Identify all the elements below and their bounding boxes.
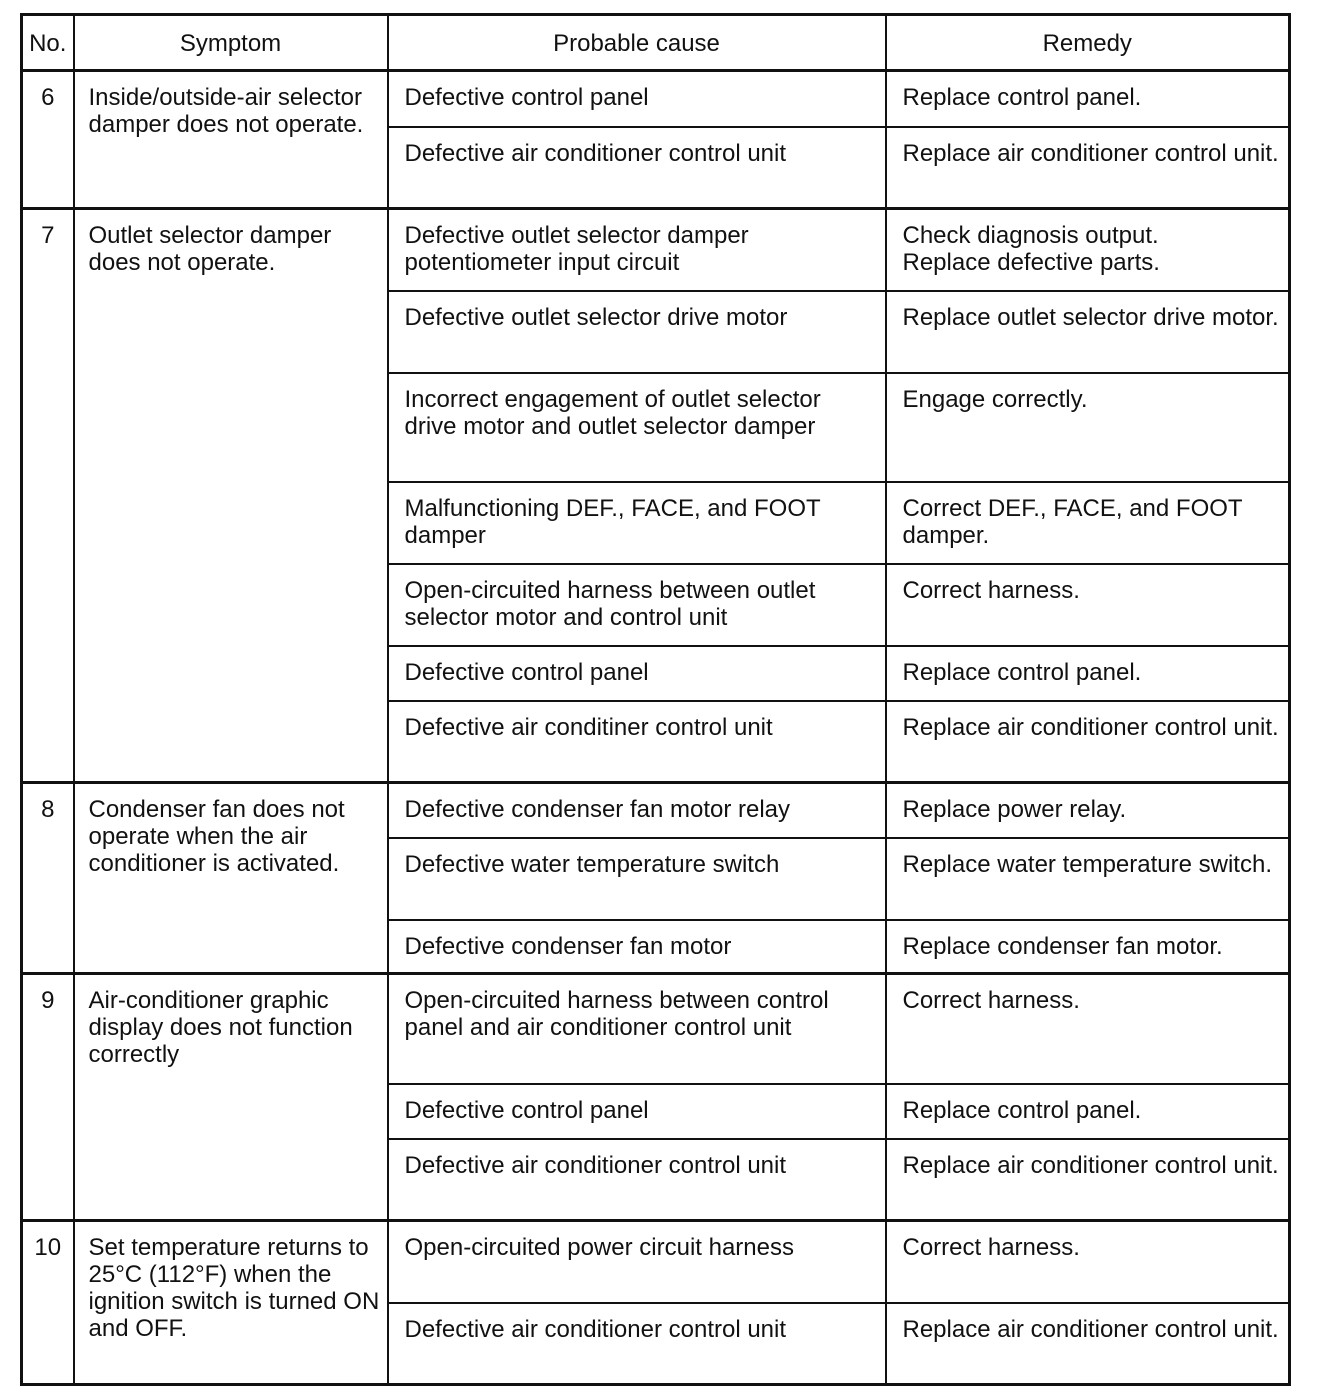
header-row [22, 15, 1290, 71]
symptom-cell: Condenser fan does not operate when the air conditioner is activated. [74, 783, 388, 974]
cause-cell: Defective outlet selector damper potentiometer input circuit [388, 209, 886, 291]
cause-cell: Defective air conditiner control unit [388, 701, 886, 783]
header-probable-cause: Probable cause [388, 15, 886, 71]
remedy-cell: Correct harness. [886, 564, 1290, 646]
remedy-cell: Replace control panel. [886, 71, 1290, 127]
cause-cell: Defective condenser fan motor [388, 920, 886, 974]
remedy-cell: Replace air conditioner control unit. [886, 1139, 1290, 1221]
header-remedy: Remedy [886, 15, 1290, 71]
remedy-cell: Replace air conditioner control unit. [886, 1303, 1290, 1385]
item-number: 10 [22, 1221, 74, 1385]
table-row [22, 974, 1290, 1084]
cause-cell: Open-circuited harness between outlet selector motor and control unit [388, 564, 886, 646]
cause-cell: Defective air conditioner control unit [388, 127, 886, 209]
remedy-cell: Replace control panel. [886, 1084, 1290, 1139]
cause-cell: Defective control panel [388, 71, 886, 127]
symptom-cell: Air-conditioner graphic display does not function correctly [74, 974, 388, 1221]
cause-cell: Defective water temperature switch [388, 838, 886, 920]
troubleshooting-table [20, 13, 1291, 1386]
item-number: 6 [22, 71, 74, 209]
cause-cell: Incorrect engagement of outlet selector drive motor and outlet selector damper [388, 373, 886, 482]
symptom-cell: Set temperature returns to 25°C (112°F) when the ignition switch is turned ON and OFF. [74, 1221, 388, 1385]
cause-cell: Defective control panel [388, 1084, 886, 1139]
cause-cell: Malfunctioning DEF., FACE, and FOOT damper [388, 482, 886, 564]
table-row [22, 783, 1290, 838]
cause-cell: Defective air conditioner control unit [388, 1303, 886, 1385]
remedy-cell: Correct harness. [886, 974, 1290, 1084]
remedy-cell: Replace outlet selector drive motor. [886, 291, 1290, 373]
header-symptom: Symptom [74, 15, 388, 71]
item-number: 7 [22, 209, 74, 783]
remedy-cell: Replace power relay. [886, 783, 1290, 838]
item-number: 8 [22, 783, 74, 974]
remedy-cell: Check diagnosis output. Replace defective parts. [886, 209, 1290, 291]
cause-cell: Defective control panel [388, 646, 886, 701]
table-row [22, 71, 1290, 127]
remedy-cell: Correct DEF., FACE, and FOOT damper. [886, 482, 1290, 564]
table-row [22, 1221, 1290, 1303]
table-row [22, 209, 1290, 291]
item-number: 9 [22, 974, 74, 1221]
remedy-cell: Replace air conditioner control unit. [886, 701, 1290, 783]
remedy-cell: Replace control panel. [886, 646, 1290, 701]
remedy-cell: Replace condenser fan motor. [886, 920, 1290, 974]
remedy-cell: Replace water temperature switch. [886, 838, 1290, 920]
symptom-cell: Outlet selector damper does not operate. [74, 209, 388, 783]
cause-cell: Defective condenser fan motor relay [388, 783, 886, 838]
cause-cell: Open-circuited power circuit harness [388, 1221, 886, 1303]
cause-cell: Defective air conditioner control unit [388, 1139, 886, 1221]
remedy-cell: Correct harness. [886, 1221, 1290, 1303]
remedy-cell: Replace air conditioner control unit. [886, 127, 1290, 209]
header-no: No. [22, 15, 74, 71]
symptom-cell: Inside/outside-air selector damper does not operate. [74, 71, 388, 209]
cause-cell: Open-circuited harness between control panel and air conditioner control unit [388, 974, 886, 1084]
cause-cell: Defective outlet selector drive motor [388, 291, 886, 373]
remedy-cell: Engage correctly. [886, 373, 1290, 482]
